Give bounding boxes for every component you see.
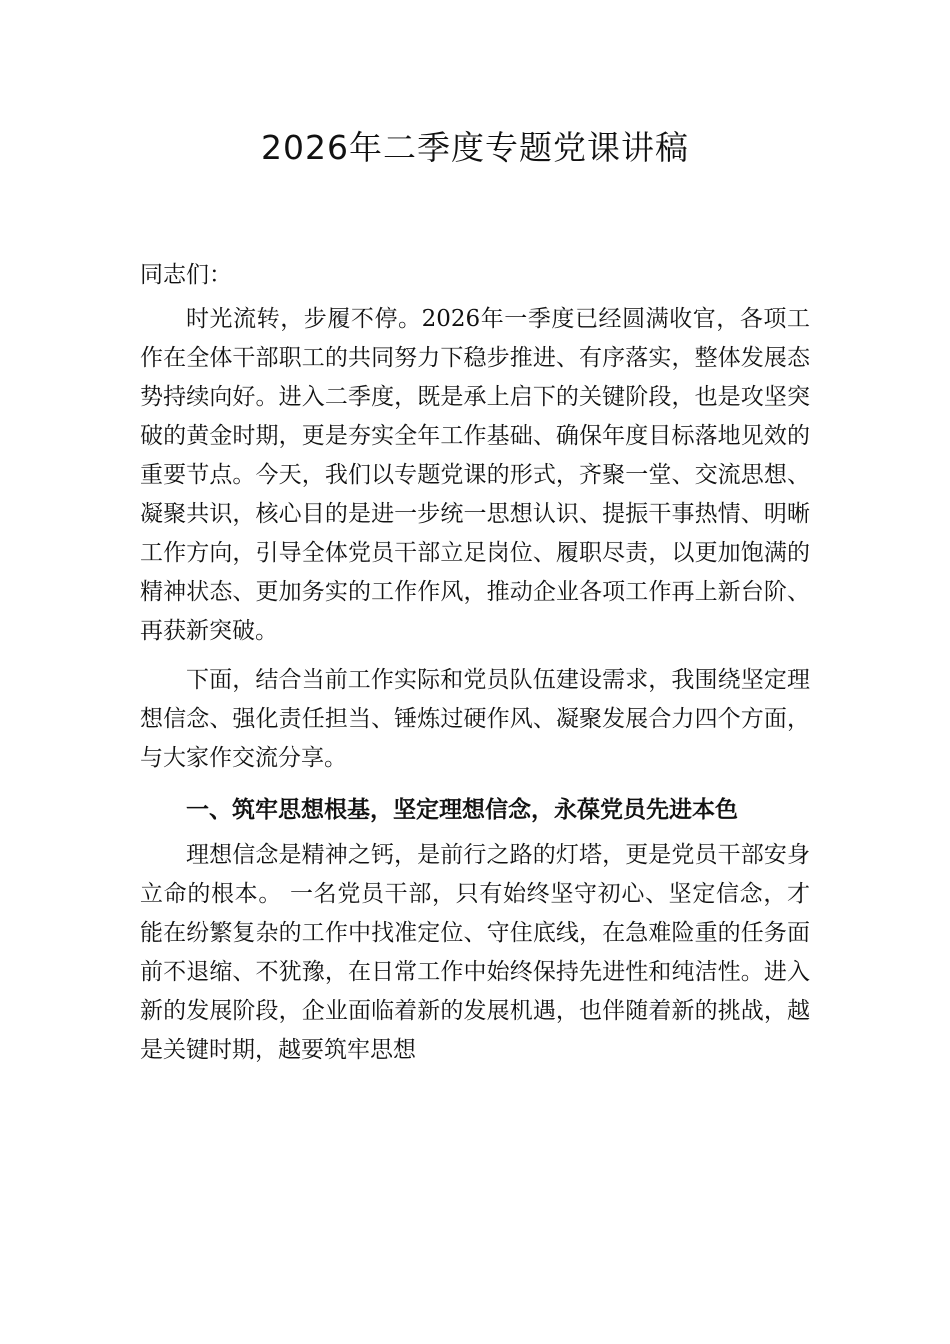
section-paragraph: 理想信念是精神之钙，是前行之路的灯塔，更是党员干部安身立命的根本。 一名党员干部，只有始终坚守初心、坚定信念，才能在纷繁复杂的工作中找准定位、守住底线，在急难险重的任务面前不退缩、不犹豫，在日常工作中始终保持先进性和纯洁性。进入新的发展阶段，企业面临着新的发展机遇，也伴随着新的挑战，越是关键时期，越要筑牢思想 [140, 842, 810, 1063]
document-body [140, 250, 810, 1070]
salutation: 同志们： [140, 262, 232, 288]
section-heading: 一、筑牢思想根基，坚定理想信念，永葆党员先进本色 [186, 797, 738, 823]
document-title: 2026年二季度专题党课讲稿 [261, 128, 689, 167]
outline-paragraph: 下面，结合当前工作实际和党员队伍建设需求，我围绕坚定理想信念、强化责任担当、锤炼过硬作风、凝聚发展合力四个方面，与大家作交流分享。 [140, 667, 810, 771]
intro-paragraph: 时光流转，步履不停。2026年一季度已经圆满收官，各项工作在全体干部职工的共同努力下稳步推进、有序落实，整体发展态势持续向好。进入二季度，既是承上启下的关键阶段，也是攻坚突破的黄金时期，更是夯实全年工作基础、确保年度目标落地见效的重要节点。今天，我们以专题党课的形式，齐聚一堂、交流思想、凝聚共识，核心目的是进一步统一思想认识、提振干事热情、明晰工作方向，引导全体党员干部立足岗位、履职尽责，以更加饱满的精神状态、更加务实的工作作风，推动企业各项工作再上新台阶、再获新突破。 [140, 306, 810, 644]
